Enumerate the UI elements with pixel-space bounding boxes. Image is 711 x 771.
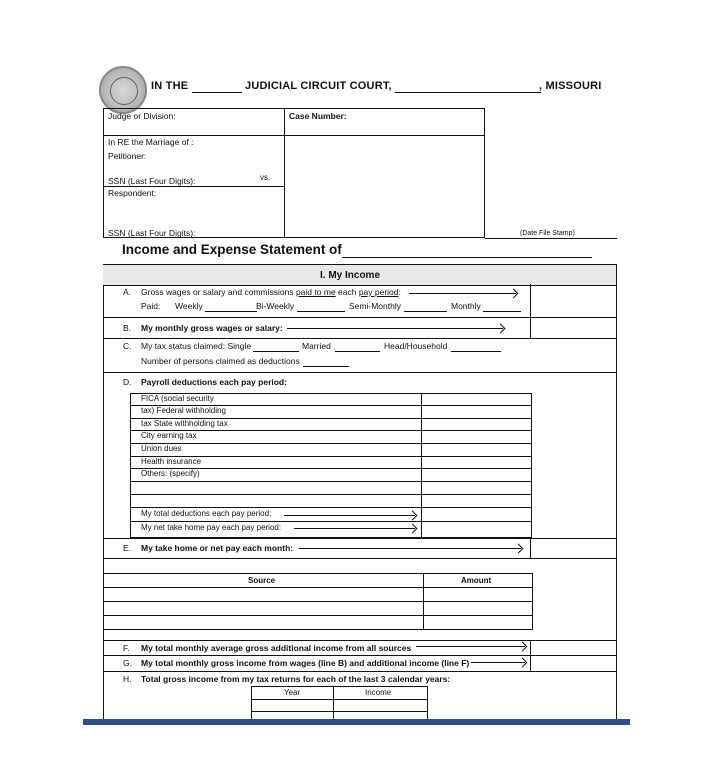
row-b-letter: B. xyxy=(123,323,132,333)
missouri-seal xyxy=(99,66,147,114)
county-blank[interactable] xyxy=(395,92,541,93)
row-g-text: My total monthly gross income from wages (line B) and additional income (line F) xyxy=(141,658,470,668)
petitioner-line xyxy=(103,186,284,187)
net-pay-label: My net take home pay each pay period: xyxy=(141,523,282,532)
row-e-amount-divider xyxy=(530,538,531,558)
year-income-divider xyxy=(333,686,334,722)
date-stamp-line xyxy=(485,238,617,239)
amount-header: Amount xyxy=(461,576,492,585)
seal-emblem xyxy=(110,77,138,105)
persons-blank[interactable] xyxy=(303,366,349,367)
marriage-label: In RE the Marriage of : xyxy=(108,137,194,147)
row-a-arrow xyxy=(409,293,516,294)
row-f-arrow xyxy=(416,646,525,647)
row-h-letter: H. xyxy=(123,674,132,684)
year-header: Year xyxy=(284,688,301,697)
judge-label: Judge or Division: xyxy=(108,111,176,121)
row-g-arrow xyxy=(471,662,525,663)
monthly-blank[interactable] xyxy=(483,311,521,312)
deduction-label: City earning tax xyxy=(141,431,197,440)
row-e-arrow xyxy=(299,548,521,549)
row-f-top xyxy=(103,640,616,641)
form-left-border xyxy=(103,264,104,720)
row-b-amount-divider xyxy=(530,317,531,338)
row-g-letter: G. xyxy=(123,658,132,668)
total-deductions-arrow xyxy=(284,515,415,516)
row-c-text: My tax status claimed: Single xyxy=(141,341,252,351)
semimonthly-label: Semi-Monthly xyxy=(349,301,401,311)
deductions-column-divider xyxy=(421,393,422,538)
semimonthly-blank[interactable] xyxy=(404,311,447,312)
row-f-letter: F. xyxy=(123,643,130,653)
court-label: JUDICIAL CIRCUIT COURT, xyxy=(245,80,392,92)
tax-returns-table xyxy=(251,686,428,722)
form-title: Income and Expense Statement of xyxy=(122,242,342,257)
ssn-petitioner-label: SSN (Last Four Digits): xyxy=(108,176,196,186)
head-household-blank[interactable] xyxy=(451,351,501,352)
row-a-bottom xyxy=(103,317,616,318)
row-e-text: My take home or net pay each month: xyxy=(141,543,294,553)
deduction-label: Others: (specify) xyxy=(141,469,200,478)
date-stamp-label: (Date File Stamp) xyxy=(520,230,575,237)
row-f-bottom xyxy=(103,655,616,656)
row-a-amount-divider xyxy=(530,284,531,317)
source-rowline xyxy=(103,615,533,616)
head-household-label: Head/Household xyxy=(384,341,448,351)
row-b-arrow xyxy=(287,328,503,329)
caption-divider xyxy=(284,108,285,238)
tax-rowline xyxy=(251,699,428,700)
net-pay-arrow xyxy=(294,528,415,529)
row-e-letter: E. xyxy=(123,543,132,553)
case-number-label: Case Number: xyxy=(289,111,347,121)
deduction-rowline xyxy=(130,481,532,482)
deduction-rowline xyxy=(130,494,532,495)
petitioner-label: Petitioner: xyxy=(108,151,147,161)
monthly-label: Monthly xyxy=(451,301,481,311)
row-a-letter: A. xyxy=(123,287,132,297)
respondent-label: Respondent: xyxy=(108,188,157,198)
section-title: I. My Income xyxy=(320,270,381,281)
single-blank[interactable] xyxy=(253,351,299,352)
row-b-text: My monthly gross wages or salary: xyxy=(141,323,283,333)
deduction-label: FICA (social security xyxy=(141,394,214,403)
state-label: , MISSOURI xyxy=(539,80,602,92)
row-f-text: My total monthly average gross additional income from all sources xyxy=(141,643,412,653)
caption-row-line xyxy=(103,135,485,136)
source-rowline xyxy=(103,601,533,602)
biweekly-blank[interactable] xyxy=(297,311,345,312)
vs-label: vs. xyxy=(260,173,271,182)
married-label: Married xyxy=(302,341,331,351)
deduction-rowline xyxy=(130,521,532,522)
statement-name-blank[interactable] xyxy=(342,257,592,258)
married-blank[interactable] xyxy=(335,351,380,352)
form-right-border xyxy=(616,264,617,720)
row-d-text: Payroll deductions each pay period: xyxy=(141,377,287,387)
row-a-text: Gross wages or salary and commissions paid to me each pay period: xyxy=(141,287,401,297)
row-c-letter: C. xyxy=(123,341,132,351)
biweekly-label: Bi-Weekly xyxy=(256,301,295,311)
weekly-blank[interactable] xyxy=(205,311,257,312)
income-header: Income xyxy=(365,688,392,697)
weekly-label: Weekly xyxy=(175,301,203,311)
deduction-rowline xyxy=(130,507,532,508)
row-d-letter: D. xyxy=(123,377,132,387)
row-g-bottom xyxy=(103,671,616,672)
row-h-text: Total gross income from my tax returns for each of the last 3 calendar years: xyxy=(141,674,451,684)
source-rowline xyxy=(103,587,533,588)
source-header: Source xyxy=(248,576,276,585)
row-e-top xyxy=(103,538,616,539)
circuit-number-blank[interactable] xyxy=(192,92,242,93)
page-footer-bar xyxy=(83,719,630,725)
row-b-bottom xyxy=(103,338,616,339)
ssn-respondent-label: SSN (Last Four Digits): xyxy=(108,228,196,238)
deduction-rowline xyxy=(130,443,532,444)
deduction-label: Health insurance xyxy=(141,457,202,466)
deduction-label: tax) Federal withholding xyxy=(141,406,226,415)
row-c-bottom xyxy=(103,372,616,373)
row-e-bottom xyxy=(103,558,616,559)
persons-label: Number of persons claimed as deductions xyxy=(141,356,300,366)
caption-box xyxy=(103,108,485,238)
total-deductions-label: My total deductions each pay period: xyxy=(141,509,272,518)
tax-rowline xyxy=(251,711,428,712)
in-the-label: IN THE xyxy=(151,80,189,92)
paid-label: Paid: xyxy=(141,301,161,311)
deduction-label: tax State withholding tax xyxy=(141,419,228,428)
deduction-label: Union dues xyxy=(141,444,182,453)
